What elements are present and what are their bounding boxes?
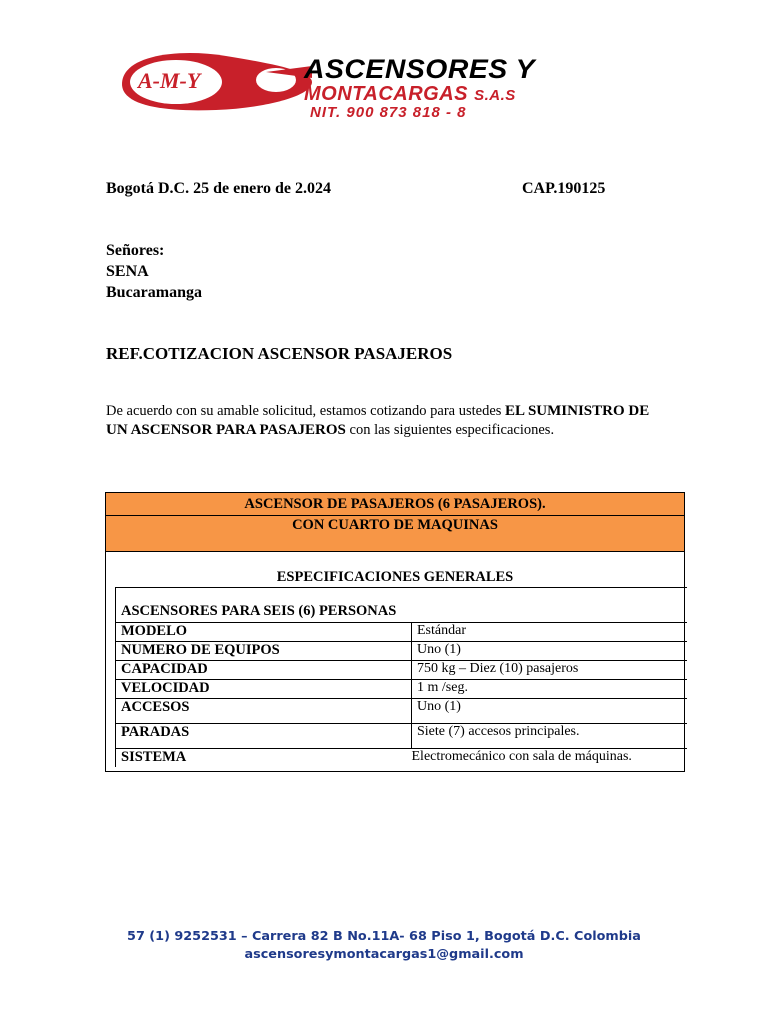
spec-key: ACCESOS xyxy=(116,699,412,724)
logo-line2-name: MONTACARGAS xyxy=(304,83,469,105)
logo-monogram-text: A-M-Y xyxy=(138,68,201,93)
quote-code: CAP.190125 xyxy=(522,180,606,197)
logo-monogram xyxy=(116,42,236,122)
spec-key: NUMERO DE EQUIPOS xyxy=(116,642,412,661)
salutation: Señores: xyxy=(106,242,165,259)
recipient-city: Bucaramanga xyxy=(106,284,202,301)
logo-line1: ASCENSORES Y xyxy=(304,54,536,84)
logo-suffix: S.A.S xyxy=(474,87,516,104)
table-row xyxy=(116,680,687,699)
company-logo xyxy=(116,42,556,122)
footer-address: 57 (1) 9252531 – Carrera 82 B No.11A- 68 Piso 1, Bogotá D.C. Colombia xyxy=(127,929,641,944)
spec-general-heading: ESPECIFICACIONES GENERALES xyxy=(276,569,514,585)
letter-date: Bogotá D.C. 25 de enero de 2.024 xyxy=(106,180,332,197)
table-row xyxy=(116,642,687,661)
table-row xyxy=(116,661,687,680)
spec-header xyxy=(106,493,684,552)
intro-after: con las siguientes especificaciones. xyxy=(345,422,555,438)
spec-value: 1 m /seg. xyxy=(412,680,688,699)
spec-key: MODELO xyxy=(116,623,412,642)
logo-nit: NIT. 900 873 818 - 8 xyxy=(310,104,467,121)
spec-inner-title: ASCENSORES PARA SEIS (6) PERSONAS xyxy=(116,588,687,623)
spec-value: 750 kg – Diez (10) pasajeros xyxy=(412,661,688,680)
recipient-name: SENA xyxy=(106,263,149,280)
table-row xyxy=(116,699,687,724)
spec-key: CAPACIDAD xyxy=(116,661,412,680)
spec-value: Uno (1) xyxy=(412,642,688,661)
spec-title: ASCENSOR DE PASAJEROS (6 PASAJEROS). xyxy=(106,493,684,516)
table-row xyxy=(116,749,687,768)
spec-key: VELOCIDAD xyxy=(116,680,412,699)
spec-value: Siete (7) accesos principales. xyxy=(412,724,688,749)
spec-value: Uno (1) xyxy=(412,699,688,724)
table-row xyxy=(116,623,687,642)
table-row xyxy=(116,724,687,749)
logo-wordmark xyxy=(304,54,536,121)
logo-line2 xyxy=(304,84,524,104)
spec-value: Estándar xyxy=(412,623,688,642)
footer-email: ascensoresymontacargas1@gmail.com xyxy=(244,947,524,962)
reference-line: REF.COTIZACION ASCENSOR PASAJEROS xyxy=(106,344,453,363)
spec-subtitle-machine-room: CON CUARTO DE MAQUINAS xyxy=(292,517,498,533)
spec-rows xyxy=(116,623,687,767)
spec-inner-table xyxy=(115,587,687,767)
spec-key: SISTEMA xyxy=(121,749,187,765)
recipient-block xyxy=(106,240,202,303)
intro-before: De acuerdo con su amable solicitud, estamos cotizando para ustedes xyxy=(106,403,506,419)
spec-value: Electromecánico con sala de máquinas. xyxy=(411,749,632,764)
intro-bold: EL SUMINISTRO DE UN ASCENSOR PARA PASAJEROS xyxy=(106,403,650,438)
intro-paragraph xyxy=(106,402,666,440)
spec-key: PARADAS xyxy=(116,724,412,749)
spec-table xyxy=(105,492,685,772)
